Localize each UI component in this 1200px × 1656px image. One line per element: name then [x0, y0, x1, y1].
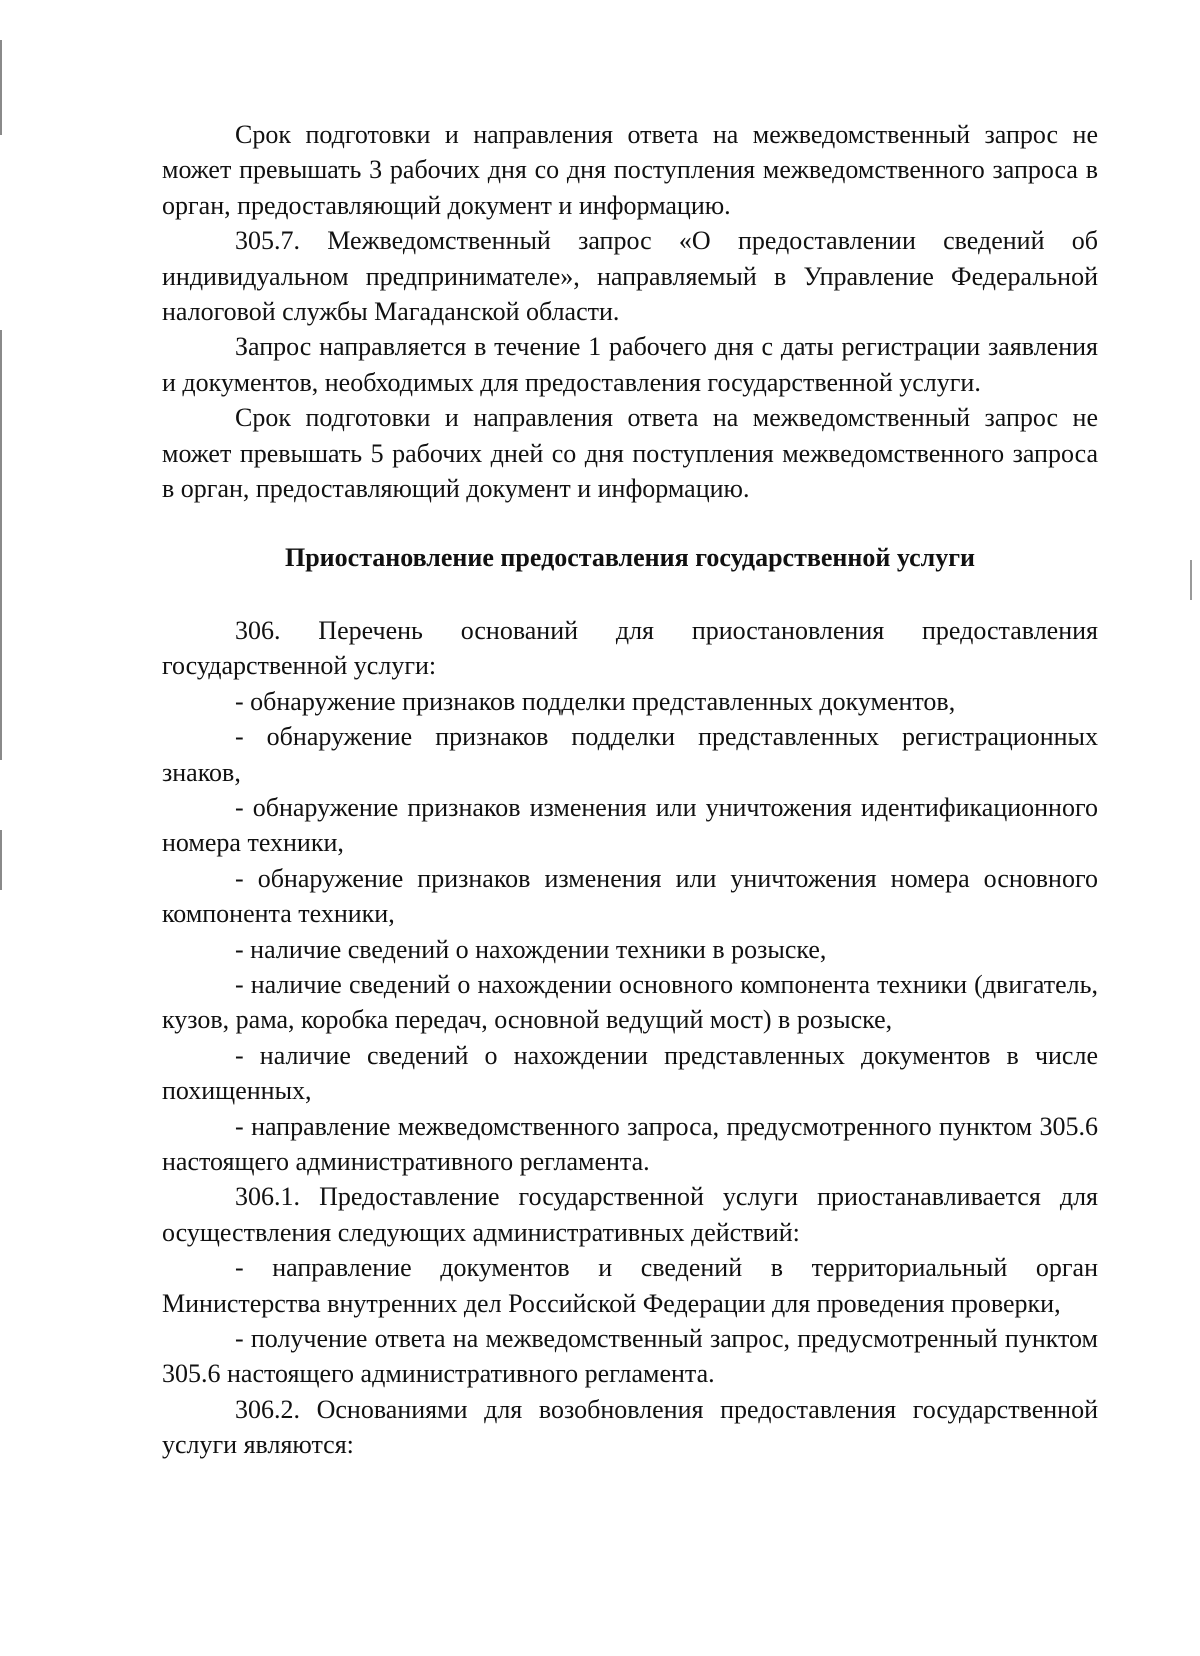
list-item-plate-forgery: - обнаружение признаков подделки представленных регистрационных знаков, — [162, 722, 1098, 787]
paragraph-306-1: 306.1. Предоставление государственной услуги приостанавливается для осуществления следующих административных действий: — [162, 1182, 1098, 1247]
list-item-documents-stolen: - наличие сведений о нахождении представленных документов в числе похищенных, — [162, 1040, 1098, 1106]
scan-edge-mark — [0, 830, 2, 890]
list-item-document-forgery: - обнаружение признаков подделки представленных документов, — [235, 686, 956, 716]
scan-edge-mark — [0, 330, 2, 760]
paragraph-response-deadline-3-days: Срок подготовки и направления ответа на межведомственный запрос не может превышать 3 рабочих дня со дня поступления межведомственного запроса в орган, предоставляющий документ и информацию. — [162, 120, 1098, 220]
scan-edge-mark — [0, 40, 2, 135]
section-heading: Приостановление предоставления государственной услуги — [284, 543, 975, 573]
paragraph-response-deadline-5-days: Срок подготовки и направления ответа на межведомственный запрос не может превышать 5 рабочих дней со дня поступления межведомственного запроса в орган, предоставляющий документ и информацию. — [162, 403, 1098, 504]
list-item-vehicle-wanted: - наличие сведений о нахождении техники в розыске, — [235, 934, 827, 964]
list-item-send-to-mvd: - направление документов и сведений в территориальный орган Министерства внутренних дел Российской Федерации для проведения проверки, — [162, 1253, 1098, 1318]
paragraph-306: 306. Перечень оснований для приостановления предоставления государственной услуги: — [162, 615, 1098, 681]
document-body — [162, 117, 1098, 1463]
list-item-interagency-request: - направление межведомственного запроса, предусмотренного пунктом 305.6 настоящего административного регламента. — [162, 1111, 1098, 1176]
list-item-receive-response: - получение ответа на межведомственный запрос, предусмотренный пунктом 305.6 настоящего административного регламента. — [162, 1324, 1098, 1389]
paragraph-request-sent: Запрос направляется в течение 1 рабочего дня с даты регистрации заявления и документов, необходимых для предоставления государственной услуги. — [162, 332, 1098, 397]
scan-edge-mark — [1190, 560, 1192, 600]
paragraph-305-7: 305.7. Межведомственный запрос «О предоставлении сведений об индивидуальном предпринимателе», направляемый в Управление Федеральной налоговой службы Магаданской области. — [162, 226, 1098, 327]
list-item-vin-altered: - обнаружение признаков изменения или уничтожения идентификационного номера техники, — [162, 792, 1098, 858]
list-item-component-wanted: - наличие сведений о нахождении основного компонента техники (двигатель, кузов, рама, коробка передач, основной ведущий мост) в розыске, — [162, 969, 1098, 1035]
paragraph-306-2: 306.2. Основаниями для возобновления предоставления государственной услуги являются: — [162, 1394, 1098, 1460]
list-item-component-number-altered: - обнаружение признаков изменения или уничтожения номера основного компонента техники, — [162, 863, 1098, 929]
